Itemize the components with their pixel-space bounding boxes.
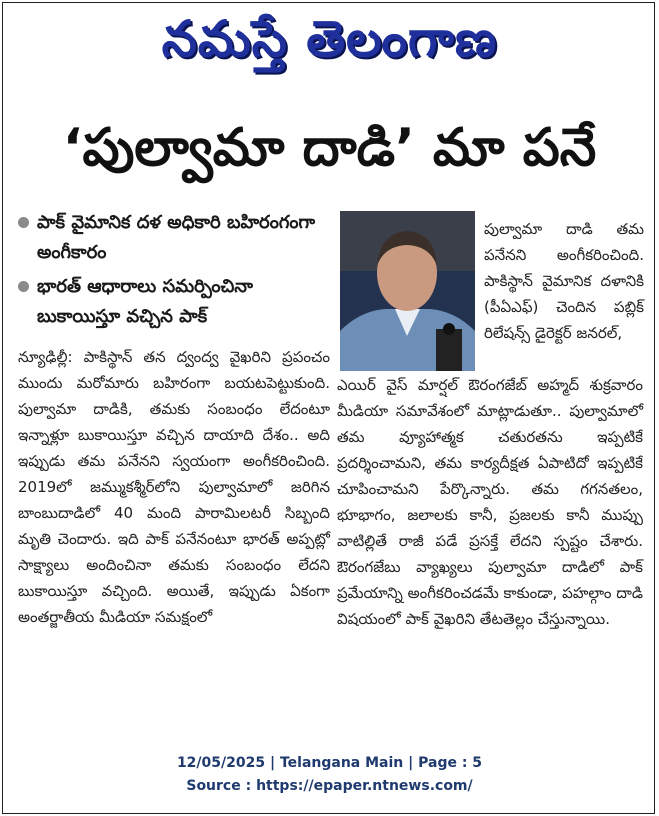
article-body-right-top: పుల్వామా దాడి తమ పనేనని అంగీకరించింది. పాకిస్థాన్ వైమానిక దళానికి (పీఏఎఫ్) చెందిన పబ్లిక్ రిలేషన్స్ డైరెక్టర్ జనరల్, <box>484 220 644 342</box>
bullet-item <box>12 272 332 332</box>
footer-source: Source : https://epaper.ntnews.com/ <box>186 778 473 794</box>
bullet-dot-icon <box>18 217 29 228</box>
portrait-image <box>340 211 475 371</box>
bullet-item <box>12 208 332 268</box>
official-photo <box>340 211 475 371</box>
headline: ‘పుల్వామా దాడి’ మా పనే <box>62 118 597 178</box>
masthead-logo: నమస్తే తెలంగాణ <box>161 10 498 68</box>
bullet-text: భారత్ ఆధారాలు సమర్పించినా బుకాయిస్తూ వచ్చిన పాక్ <box>37 276 253 327</box>
bullet-dot-icon <box>18 281 29 292</box>
article-body-right-bottom: ఎయిర్ వైస్ మార్షల్ ఔరంగజేబ్ అహ్మద్ శుక్రవారం మీడియా సమావేశంలో మాట్లాడుతూ.. పుల్వామాలో తమ వ్యూహాత్మక చతురతను ఇప్పటికే ప్రదర్శించామని, తమ కార్యదీక్షత ఏపాటిదో ఇప్పటికే చూపించామని పేర్కొన్నారు. తమ గగనతలం, భూభాగం, జలాలకు కానీ, ప్రజలకు కానీ ముప్పు వాటిల్లితే రాజీ పడే ప్రసక్తే లేదని స్పష్టం చేశారు. ఔరంగజేబు వ్యాఖ్యలు పుల్వామా దాడిలో పాక్ ప్రమేయాన్ని అంగీకరించడమే కాకుండా, పహల్గాం దాడి విషయంలో పాక్ వైఖరిని తేటతెల్లం చేస్తున్నాయి. <box>337 376 643 628</box>
bullet-text: పాక్ వైమానిక దళ అధికారి బహిరంగంగా అంగీకారం <box>37 212 316 263</box>
article-body-left: న్యూఢిల్లీ: పాకిస్థాన్ తన ద్వంద్వ వైఖరిని ప్రపంచం ముందు మరోమారు బహిరంగా బయటపెట్టుకుంది. పుల్వామా దాడికి, తమకు సంబంధం లేదంటూ ఇన్నాళ్లూ బుకాయిస్తూ వచ్చిన దాయాది దేశం.. అది ఇప్పుడు తమ పనేనని స్వయంగా అంగీకరించింది. 2019లో జమ్ముకశ్మీర్‌లోని పుల్వామాలో జరిగిన బాంబుదాడిలో 40 మంది పారామిలటరీ సిబ్బంది మృతి చెందారు. ఇది పాక్ పనేనంటూ భారత్ అప్పట్లో సాక్ష్యాలు అందించినా తమకు సంబంధం లేదని బుకాయిస్తూ వచ్చింది. అయితే, ఇప్పుడు ఏకంగా అంతర్జాతీయ మీడియా సమక్షంలో <box>18 348 330 626</box>
footer-dateline: 12/05/2025 | Telangana Main | Page : 5 <box>176 755 483 771</box>
bullet-list <box>12 208 332 336</box>
